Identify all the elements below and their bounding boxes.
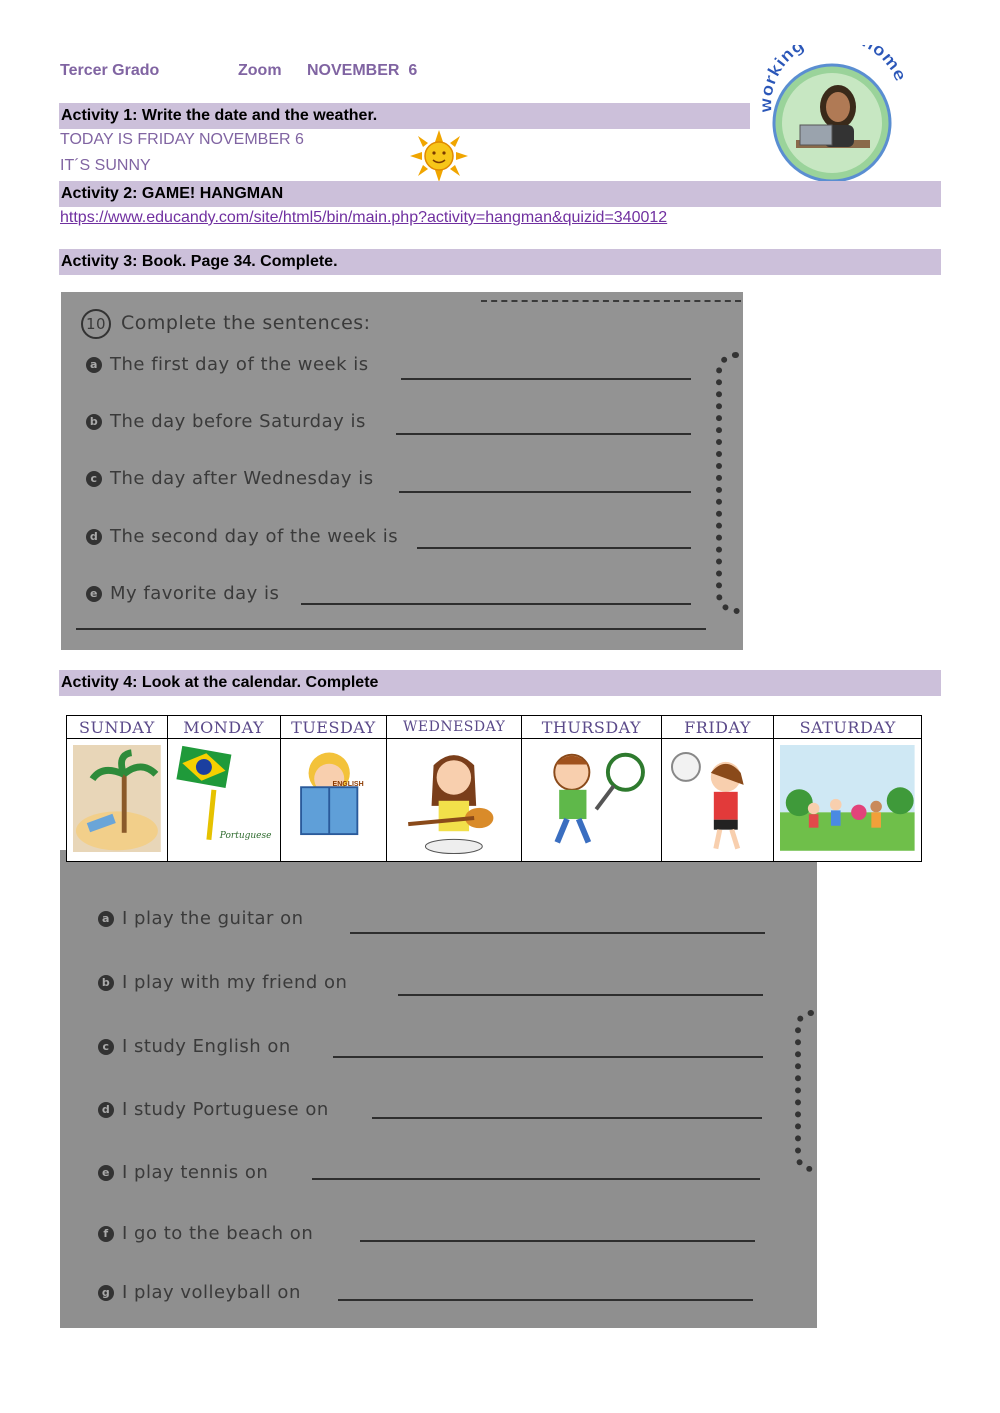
day-header-monday: MONDAY — [167, 716, 280, 739]
volleyball-picture — [661, 739, 774, 862]
day-header-wednesday: WEDNESDAY — [387, 716, 522, 739]
list-item: a I play the guitar on — [98, 908, 304, 929]
kids-playing-icon — [780, 745, 915, 851]
activity1-date-line: TODAY IS FRIDAY NOVEMBER 6 — [60, 131, 304, 148]
dashed-line — [481, 300, 741, 302]
activity4-title: Activity 4: Look at the calendar. Complete — [59, 670, 941, 696]
beach-picture — [67, 739, 168, 862]
list-item: c I study English on — [98, 1036, 291, 1057]
calendar-table — [66, 715, 922, 862]
day-header-thursday: THURSDAY — [522, 716, 662, 739]
activity1-weather-line: IT´S SUNNY — [60, 157, 151, 174]
list-item: a The first day of the week is — [86, 354, 369, 375]
platform-label: Zoom — [238, 62, 282, 79]
portuguese-picture — [167, 739, 280, 862]
answer-line[interactable] — [396, 433, 691, 435]
answer-line[interactable] — [417, 547, 691, 549]
day-header-saturday: SATURDAY — [774, 716, 922, 739]
answer-line[interactable] — [301, 603, 691, 605]
list-item: b I play with my friend on — [98, 972, 347, 993]
answer-line[interactable] — [350, 932, 765, 934]
reading-boy-icon — [287, 745, 381, 848]
answer-line[interactable] — [372, 1117, 762, 1119]
book-photo-activity3 — [61, 292, 743, 650]
activity1-title: Activity 1: Write the date and the weather. — [59, 103, 750, 129]
answer-line[interactable] — [399, 491, 691, 493]
list-item: f I go to the beach on — [98, 1223, 313, 1244]
day-header-tuesday: TUESDAY — [280, 716, 387, 739]
friends-playing-picture — [774, 739, 922, 862]
answer-line[interactable] — [338, 1299, 753, 1301]
avatar-laptop-icon — [760, 45, 910, 185]
list-item: c The day after Wednesday is — [86, 468, 374, 489]
date-label: NOVEMBER 6 — [307, 62, 418, 79]
guitar-girl-icon — [393, 745, 515, 857]
list-item: b The day before Saturday is — [86, 411, 366, 432]
beach-icon — [73, 745, 161, 852]
book-photo-activity4 — [60, 850, 817, 1328]
grade-label: Tercer Grado — [60, 62, 160, 79]
answer-line[interactable] — [398, 994, 763, 996]
spiral-binding — [716, 352, 743, 614]
book-label: ENGLISH — [332, 781, 364, 788]
hangman-link[interactable]: https://www.educandy.com/site/html5/bin/main.php?activity=hangman&quizid=340012 — [60, 209, 668, 226]
sun-icon — [410, 130, 468, 182]
answer-line[interactable] — [312, 1178, 760, 1180]
guitar-picture — [387, 739, 522, 862]
exercise-heading-text: Complete the sentences: — [121, 312, 371, 334]
answer-line[interactable] — [333, 1056, 763, 1058]
list-item: e My favorite day is — [86, 583, 279, 604]
english-book-picture — [280, 739, 387, 862]
list-item: d The second day of the week is — [86, 526, 398, 547]
answer-line[interactable] — [401, 378, 691, 380]
badge-text: rking ome — [760, 45, 910, 88]
portuguese-caption: Portuguese — [219, 831, 272, 841]
exercise-number: 10 — [81, 309, 111, 339]
tennis-boy-icon — [528, 745, 655, 852]
answer-line[interactable] — [360, 1240, 755, 1242]
activity3-title: Activity 3: Book. Page 34. Complete. — [59, 249, 941, 275]
working-from-home-badge — [760, 45, 910, 185]
divider — [76, 628, 706, 630]
day-header-sunday: SUNDAY — [67, 716, 168, 739]
tennis-picture — [522, 739, 662, 862]
day-header-friday: FRIDAY — [661, 716, 774, 739]
volleyball-girl-icon — [668, 745, 768, 855]
list-item: d I study Portuguese on — [98, 1099, 329, 1120]
spiral-binding — [795, 1010, 817, 1172]
exercise-heading — [81, 309, 371, 339]
activity2-title: Activity 2: GAME! HANGMAN — [59, 181, 941, 207]
list-item: e I play tennis on — [98, 1162, 268, 1183]
list-item: g I play volleyball on — [98, 1282, 301, 1303]
